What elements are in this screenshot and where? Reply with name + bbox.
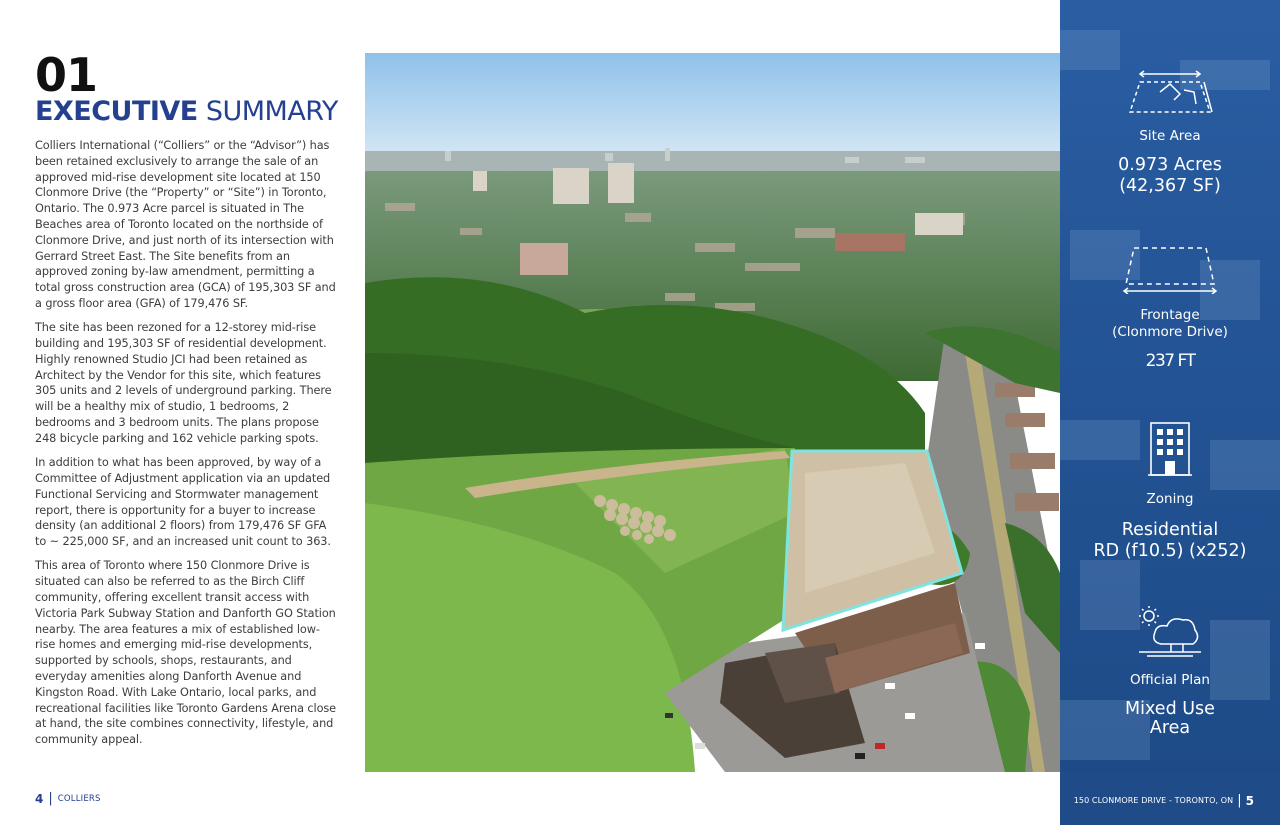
frontage-sublabel: (Clonmore Drive) [1112, 324, 1228, 340]
frontage-value: 237 FT [1145, 351, 1195, 371]
section-title-bold: EXECUTIVE [35, 96, 198, 127]
stat-zoning [1060, 420, 1280, 562]
section-number: 01 [35, 48, 98, 102]
footer-separator: | [48, 791, 53, 806]
paragraph: In addition to what has been approved, by way of a Committee of Adjustment application via an updated Functional Servicing and Stormwater management report, there is opportunity for a buyer to increase density (an additional 2 floors) from 179,476 SF GFA to ~ 225,000 SF, and an increased unit count to 363. [35, 456, 331, 549]
site-area-label: Site Area [1139, 128, 1201, 144]
stat-frontage [1060, 246, 1280, 372]
page-number-right: 5 [1245, 793, 1254, 808]
footer-right [1060, 772, 1280, 825]
official-plan-value-line1: Mixed Use [1125, 699, 1215, 719]
executive-summary-column [35, 48, 340, 756]
section-title [35, 96, 340, 128]
building-icon [1148, 420, 1192, 478]
site-area-value-acres: 0.973 Acres [1118, 155, 1222, 175]
zoning-label: Zoning [1146, 491, 1194, 507]
body-text [35, 138, 340, 748]
stat-official-plan [1060, 604, 1280, 739]
key-facts-panel [1060, 0, 1280, 825]
zoning-value-line2: RD (f10.5) (x252) [1093, 541, 1247, 561]
section-title-rest: SUMMARY [205, 96, 338, 127]
aerial-site-photo [365, 53, 1060, 772]
official-plan-value-line2: Area [1149, 718, 1191, 738]
footer-address: 150 CLONMORE DRIVE - TORONTO, ON [1073, 796, 1234, 805]
park-icon [1137, 604, 1203, 660]
stat-site-area [1060, 70, 1280, 197]
official-plan-label: Official Plan [1130, 672, 1210, 688]
frontage-icon [1120, 246, 1220, 294]
footer-separator: | [1237, 793, 1242, 808]
paragraph: Colliers International (“Colliers” or the “Advisor”) has been retained exclusively to arrange the sale of an approved mid-rise development site located at 150 Clonmore Drive (the “Property” or “Site”) in Toronto, Ontario. The 0.973 Acre parcel is situated in The Beaches area of Toronto located on the northside of Clonmore Drive, and just north of its intersection with Gerrard Street East. The Site benefits from an approved zoning by-law amendment, permitting a total gross construction area (GCA) of 195,303 SF and a gross floor area (GFA) of 179,476 SF. [35, 139, 336, 310]
site-area-value-sf: (42,367 SF) [1119, 176, 1221, 196]
footer-brand: COLLIERS [57, 793, 101, 804]
zoning-value-line1: Residential [1121, 520, 1219, 540]
paragraph: This area of Toronto where 150 Clonmore Drive is situated can also be referred to as the Birch Cliff community, offering excellent transit access with Victoria Park Subway Station and Danforth GO Station nearby. The area features a mix of established low-rise homes and emerging mid-rise developments, supported by schools, shops, restaurants, and everyday amenities along Danforth Avenue and Kingston Road. With Lake Ontario, local parks, and recreational facilities like Toronto Gardens Arena close at hand, the site combines connectivity, lifestyle, and community appeal. [35, 559, 337, 747]
footer-left [35, 791, 101, 806]
frontage-label: Frontage [1140, 307, 1200, 323]
site-area-icon [1126, 70, 1214, 116]
paragraph: The site has been rezoned for a 12-storey mid-rise building and 195,303 SF of residential development. Highly renowned Studio JCI had been retained as Architect by the Vendor for this site, which features 305 units and 2 levels of underground parking. There will be a healthy mix of studio, 1 bedrooms, 2 bedrooms and 3 bedroom units. The plans propose 248 bicycle parking and 162 vehicle parking spots. [35, 321, 332, 445]
page-number-left: 4 [35, 791, 44, 806]
